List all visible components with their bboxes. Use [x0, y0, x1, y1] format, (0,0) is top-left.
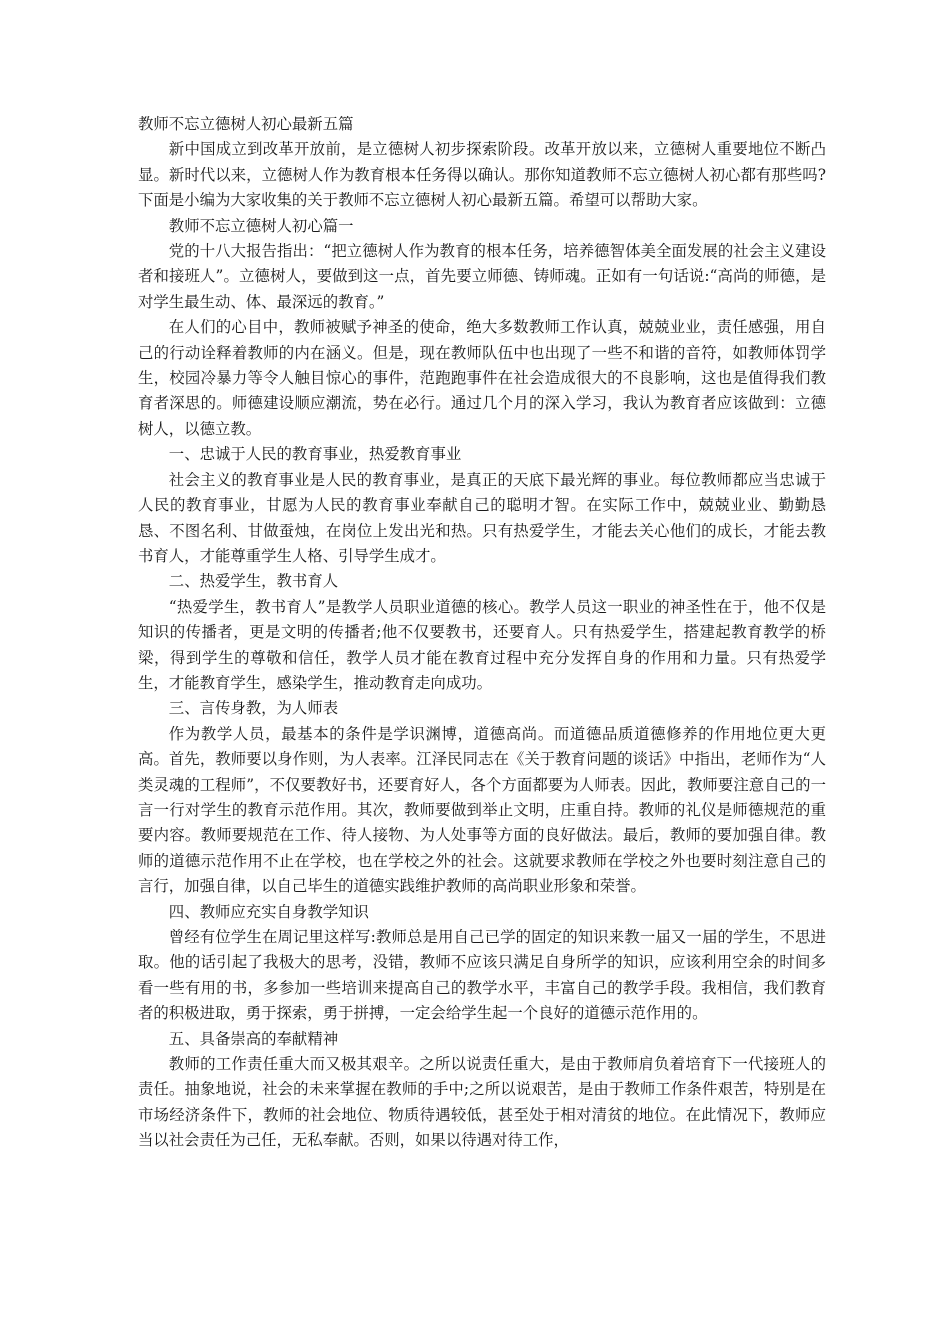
document-title: 教师不忘立德树人初心最新五篇	[138, 115, 354, 133]
section-heading-4: 四、教师应充实自身教学知识	[168, 902, 369, 921]
paragraph-intro: 新中国成立到改革开放前，是立德树人初步探索阶段。改革开放以来，立德树人重要地位不断凸显。新时代以来，立德树人作为教育根本任务得以确认。那你知道教师不忘立德树人初心都有那些吗?下面是小编为大家收集的关于教师不忘立德树人初心最新五篇。希望可以帮助大家。	[138, 140, 826, 210]
section-heading-3: 三、言传身教，为人师表	[168, 699, 339, 718]
paragraph-section-5: 教师的工作责任重大而又极其艰辛。之所以说责任重大，是由于教师肩负着培育下一代接班人的责任。抽象地说，社会的未来掌握在教师的手中;之所以说艰苦，是由于教师工作条件艰苦，特别是在市场经济条件下，教师的社会地位、物质待遇较低，甚至处于相对清贫的地位。在此情况下，教师应当以社会责任为己任，无私奉献。否则，如果以待遇对待工作，	[138, 1055, 826, 1150]
section-heading-1: 一、忠诚于人民的教育事业，热爱教育事业	[168, 445, 462, 464]
section-heading-2: 二、热爱学生，教书育人	[168, 572, 339, 591]
section-heading-5: 五、具备崇高的奉献精神	[168, 1029, 339, 1048]
paragraph-section-3: 作为教学人员，最基本的条件是学识渊博，道德高尚。而道德品质道德修养的作用地位更大更高。首先，教师要以身作则，为人表率。江泽民同志在《关于教育问题的谈话》中指出，老师作为“人类灵魂的工程师”，不仅要教好书，还要育好人，各个方面都要为人师表。因此，教师要注意自己的一言一行对学生的教育示范作用。其次，教师要做到举止文明，庄重自持。教师的礼仪是师德规范的重要内容。教师要规范在工作、待人接物、为人处事等方面的良好做法。最后，教师的要加强自律。教师的道德示范作用不止在学校，也在学校之外的社会。这就要求教师在学校之外也要时刻注意自己的言行，加强自律，以自己毕生的道德实践维护教师的高尚职业形象和荣誉。	[138, 724, 826, 896]
paragraph-section-1: 社会主义的教育事业是人民的教育事业，是真正的天底下最光辉的事业。每位教师都应当忠诚于人民的教育事业，甘愿为人民的教育事业奉献自己的聪明才智。在实际工作中，兢兢业业、勤勤恳恳、不图名利、甘做蚕烛，在岗位上发出光和热。只有热爱学生，才能去关心他们的成长，才能去教书育人，才能尊重学生人格、引导学生成才。	[138, 470, 826, 565]
section-heading-part-one: 教师不忘立德树人初心篇一	[168, 216, 354, 235]
paragraph-teacher-mission: 在人们的心目中，教师被赋予神圣的使命，绝大多数教师工作认真，兢兢业业，责任感强，用自己的行动诠释着教师的内在涵义。但是，现在教师队伍中也出现了一些不和谐的音符，如教师体罚学生，校园冷暴力等令人触目惊心的事件，范跑跑事件在社会造成很大的不良影响，这也是值得我们教育者深思的。师德建设顺应潮流，势在必行。通过几个月的深入学习，我认为教育者应该做到：立德树人，以德立教。	[138, 318, 826, 438]
document-page	[138, 112, 826, 1154]
paragraph-report-quote: 党的十八大报告指出：“把立德树人作为教育的根本任务，培养德智体美全面发展的社会主义建设者和接班人”。立德树人，要做到这一点，首先要立师德、铸师魂。正如有一句话说:“高尚的师德，是对学生最生动、体、最深远的教育。”	[138, 242, 826, 311]
paragraph-section-4: 曾经有位学生在周记里这样写:教师总是用自己已学的固定的知识来教一届又一届的学生，不思进取。他的话引起了我极大的思考，没错，教师不应该只满足自身所学的知识，应该利用空余的时间多看一些有用的书，多参加一些培训来提高自己的教学水平，丰富自己的教学手段。我相信，我们教育者的积极进取，勇于探索，勇于拼搏，一定会给学生起一个良好的道德示范作用的。	[138, 928, 826, 1023]
paragraph-section-2: “热爱学生，教书育人”是教学人员职业道德的核心。教学人员这一职业的神圣性在于，他不仅是知识的传播者，更是文明的传播者;他不仅要教书，还要育人。只有热爱学生，搭建起教育教学的桥梁，得到学生的尊敬和信任，教学人员才能在教育过程中充分发挥自身的作用和力量。只有热爱学生，才能教育学生，感染学生，推动教育走向成功。	[138, 597, 826, 692]
